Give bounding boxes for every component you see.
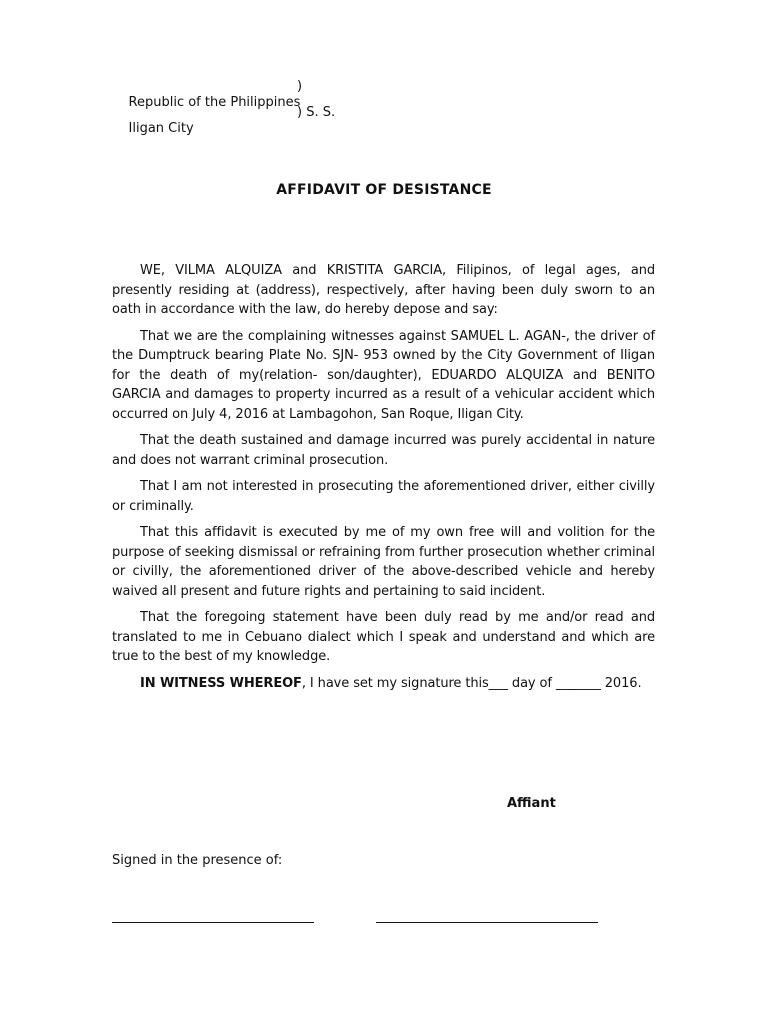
- affidavit-body: [112, 261, 655, 700]
- witness-signature-line-2: [376, 922, 598, 923]
- presence-label: Signed in the presence of:: [112, 853, 283, 868]
- venue-line-2: [112, 105, 194, 153]
- affiant-label: Affiant: [507, 796, 556, 811]
- venue-city: Iligan City: [128, 121, 194, 136]
- venue-bracket-1: ): [297, 79, 303, 94]
- paragraph-complaint: That we are the complaining witnesses against SAMUEL L. AGAN-, the driver of the Dumptruck bearing Plate No. SJN- 953 owned by the City Government of Iligan for the death of my(relation- son/daughter), EDUARDO ALQUIZA and BENITO GARCIA and damages to property incurred as a result of a vehicular accident which occurred on July 4, 2016 at Lambagohon, San Roque, Iligan City.: [112, 328, 655, 422]
- paragraph-accidental: That the death sustained and damage incurred was purely accidental in nature and does not warrant criminal prosecution.: [112, 433, 655, 468]
- paragraph-no-prosecution: That I am not interested in prosecuting the aforementioned driver, either civilly or criminally.: [112, 479, 655, 514]
- paragraph-translation: That the foregoing statement have been duly read by me and/or read and translated to me in Cebuano dialect which I speak and understand and which are true to the best of my knowledge.: [112, 610, 655, 664]
- witness-lead: IN WITNESS WHEREOF: [140, 675, 302, 691]
- venue-country: Republic of the Philippines: [128, 95, 301, 110]
- paragraph-witness: [112, 674, 655, 694]
- document-title: AFFIDAVIT OF DESISTANCE: [276, 182, 492, 198]
- paragraph-free-will: That this affidavit is executed by me of my own free will and volition for the purpose of seeking dismissal or refraining from further prosecution whether criminal or civilly, the aforementioned driver of the above-described vehicle and hereby waived all present and future rights and pertaining to said incident.: [112, 525, 655, 599]
- witness-rest: , I have set my signature this___ day of _______ 2016.: [301, 675, 642, 691]
- paragraph-parties: WE, VILMA ALQUIZA and KRISTITA GARCIA, Filipinos, of legal ages, and presently residing at (address), respectively, after having been duly sworn to an oath in accordance with the law, do hereby depose and say:: [112, 263, 655, 317]
- venue-ss-mark: ) S. S.: [297, 105, 336, 120]
- witness-signature-line-1: [112, 922, 314, 923]
